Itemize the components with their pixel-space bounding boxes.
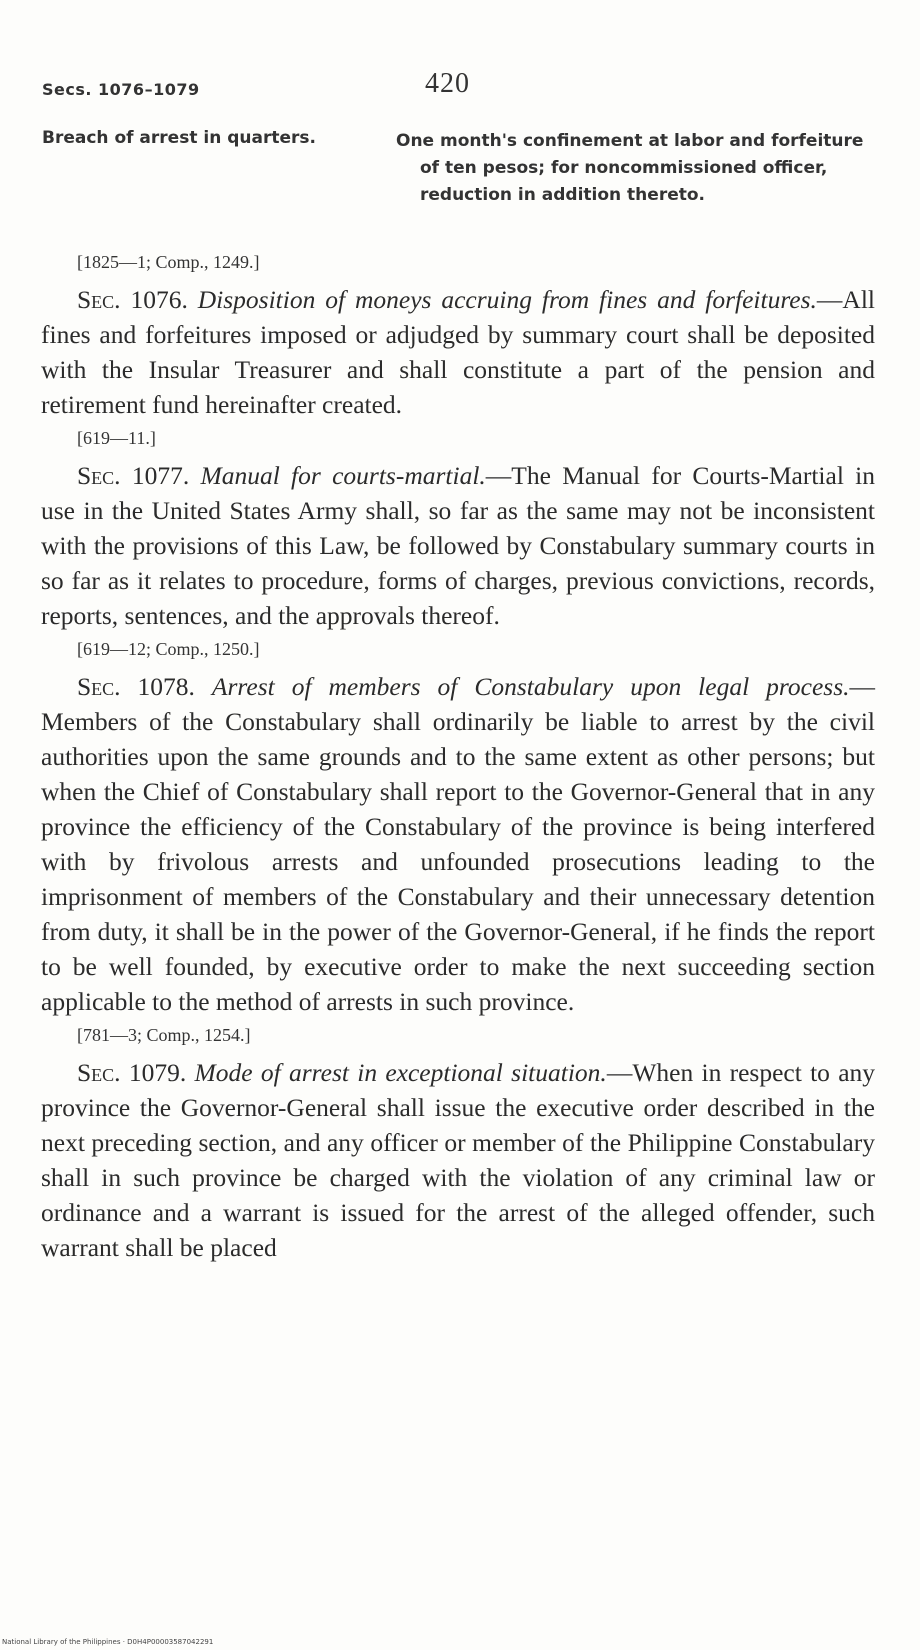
citation-ref: [619—11.]	[77, 428, 156, 448]
penalty-text: One month's confinement at labor and forfeiture of ten pesos; for noncommissioned officer, reduction in addition thereto.	[396, 131, 864, 205]
body-text	[41, 246, 875, 1265]
section-label: Sec. 1076.	[77, 285, 188, 314]
section-1077	[41, 458, 875, 633]
section-1079	[41, 1055, 875, 1265]
citation-ref: [781—3; Comp., 1254.]	[77, 1025, 251, 1045]
scan-footer: National Library of the Philippines · D0H4P00003587042291	[2, 1638, 214, 1646]
page-number: 420	[425, 68, 470, 99]
section-title: Arrest of members of Constabulary upon legal process.	[211, 672, 850, 701]
section-1078	[41, 669, 875, 1019]
section-text: —The Manual for Courts-Martial in use in the United States Army shall, so far as the same may not be inconsistent with the provisions of this Law, be followed by Constabulary summary courts in so far as it relates to procedure, forms of charges, previous convictions, records, reports, sentences, and the approvals thereof.	[41, 461, 876, 630]
section-title: Manual for courts-martial.	[200, 461, 486, 490]
citation-ref: [1825—1; Comp., 1249.]	[77, 252, 260, 272]
section-1076	[41, 282, 875, 422]
section-label: Sec. 1077.	[77, 461, 190, 490]
section-text: —When in respect to any province the Governor-General shall issue the executive order described in the next preceding section, and any officer or member of the Philippine Constabulary shall in such province be charged with the violation of any criminal law or ordinance and a warrant is issued for the arrest of the alleged offender, such warrant shall be placed	[41, 1058, 876, 1262]
offense-label: Breach of arrest in quarters.	[42, 128, 316, 148]
section-text: —Members of the Constabulary shall ordinarily be liable to arrest by the civil authorities upon the same grounds and to the same extent as other persons; but when the Chief of Constabulary shall report to the Governor-General that in any province the efficiency of the Constabulary of the province is being interfered with by frivolous arrests and unfounded prosecutions leading to the imprisonment of members of the Constabulary and their unnecessary detention from duty, it shall be in the power of the Governor-General, if he finds the report to be well founded, by executive order to make the next succeeding section applicable to the method of arrests in such province.	[41, 672, 875, 1016]
running-head-sections: Secs. 1076–1079	[42, 80, 200, 99]
section-label: Sec. 1079.	[77, 1058, 187, 1087]
section-title: Mode of arrest in exceptional situation.	[194, 1058, 607, 1087]
section-title: Disposition of moneys accruing from fines and forfeitures.	[197, 285, 817, 314]
section-text: —All fines and forfeitures imposed or adjudged by summary court shall be deposited with the Insular Treasurer and shall constitute a part of the pension and retirement fund hereinafter created.	[41, 285, 876, 419]
section-label: Sec. 1078.	[77, 672, 195, 701]
citation-ref: [619—12; Comp., 1250.]	[77, 639, 260, 659]
